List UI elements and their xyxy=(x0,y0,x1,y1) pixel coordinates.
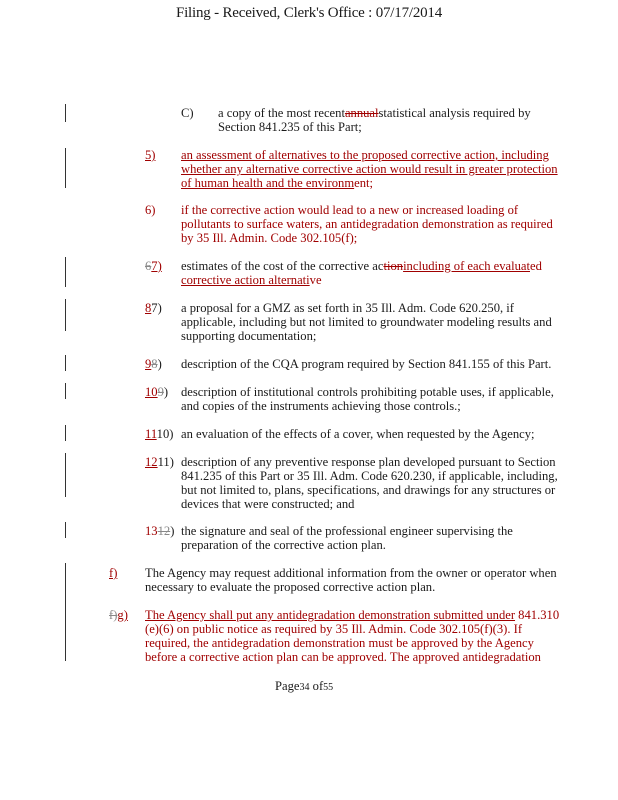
text-line xyxy=(181,385,554,399)
change-bar xyxy=(65,425,66,441)
text-line xyxy=(145,566,557,580)
text-line xyxy=(181,357,551,371)
text-line xyxy=(181,217,553,231)
text-line xyxy=(181,469,558,483)
text-line xyxy=(181,399,461,413)
text-run: preparation of the corrective action plan. xyxy=(181,538,386,552)
page-number: 34 xyxy=(299,682,310,693)
text-run: the signature and seal of the professional engineer supervising the xyxy=(181,524,513,538)
inserted-text: an assessment of alternatives to the proposed corrective action, including xyxy=(181,148,549,162)
text-run: 13 xyxy=(145,524,158,538)
text-run: by 35 Ill. Admin. Code 302.105(f); xyxy=(181,231,358,245)
item-label xyxy=(145,203,156,217)
text-run: ent; xyxy=(354,176,374,190)
text-run: 841.310 xyxy=(515,608,560,622)
text-run: applicable, including but not limited to groundwater modeling results and xyxy=(181,315,552,329)
text-run: statistical analysis required by xyxy=(378,106,531,120)
change-bar xyxy=(65,563,66,661)
inserted-text: 8 xyxy=(145,301,152,315)
inserted-text: 11 xyxy=(145,427,157,441)
text-run: a copy of the most rece xyxy=(218,106,336,120)
text-run: The Agency may request additional information from the owner or operator when xyxy=(145,566,557,580)
item-label xyxy=(181,106,194,120)
text-line xyxy=(181,148,549,162)
change-bar xyxy=(65,383,66,399)
text-run: pollutants to surface waters, an antidegradation demonstration as required xyxy=(181,217,553,231)
item-label xyxy=(145,427,173,441)
text-run: 10) xyxy=(156,427,174,441)
filing-header: Filing - Received, Clerk's Office : 07/17/2014 xyxy=(175,5,443,21)
deleted-text: f) xyxy=(109,608,118,622)
item-label xyxy=(145,301,162,315)
inserted-text: of human health and the environm xyxy=(181,176,355,190)
item-label xyxy=(145,455,174,469)
deleted-text: 8 xyxy=(151,357,158,371)
text-run: but not limited to, plans, specifications, and drawings for any structures or xyxy=(181,483,556,497)
text-line xyxy=(181,273,322,287)
inserted-text: corrective action alternati xyxy=(181,273,310,287)
text-run: a proposal for a GMZ as set forth in 35 Ill. Adm. Code 620.250, if xyxy=(181,301,514,315)
text-run: ed xyxy=(530,259,542,273)
text-line xyxy=(181,483,555,497)
text-line xyxy=(181,427,535,441)
inserted-text: 7) xyxy=(151,259,162,273)
deleted-text: 6 xyxy=(145,259,152,273)
text-run: (e)(6) on public notice as required by 35 Ill. Admin. Code 302.105(f)(3). If xyxy=(145,622,523,636)
text-run: necessary to evaluate the proposed corrective action plan. xyxy=(145,580,436,594)
inserted-text: 12 xyxy=(145,455,158,469)
deleted-text: 9 xyxy=(157,385,164,399)
text-line xyxy=(145,622,522,636)
text-run: ) xyxy=(170,524,175,538)
text-run: 841.235 of this Part or 35 Ill. Adm. Code 620.230, if applicable, including, xyxy=(181,469,558,483)
page-footer xyxy=(275,679,333,694)
page-total: 55 xyxy=(323,682,334,693)
inserted-text: including of each evaluat xyxy=(403,259,530,273)
text-line xyxy=(181,203,518,217)
text-run: required, the antidegradation demonstration must be approved by the Agency xyxy=(145,636,534,650)
page-label: Page xyxy=(275,679,300,693)
item-label xyxy=(109,566,117,580)
item-label xyxy=(145,524,174,538)
inserted-text: The Agency shall put any antidegradation demonstration submitted under xyxy=(145,608,516,622)
of-label: of xyxy=(312,679,324,693)
change-bar xyxy=(65,355,66,371)
text-line xyxy=(181,329,316,343)
change-bar xyxy=(65,257,66,287)
text-run: description of the CQA program required by Section 841.155 of this Part. xyxy=(181,357,552,371)
text-line xyxy=(181,231,357,245)
text-run: supporting documentation; xyxy=(181,329,317,343)
text-run: C) xyxy=(181,106,194,120)
text-line xyxy=(181,315,552,329)
text-run: 7) xyxy=(151,301,162,315)
text-line xyxy=(181,301,514,315)
item-label xyxy=(145,385,168,399)
inserted-text: g) xyxy=(117,608,128,622)
change-bar xyxy=(65,453,66,497)
text-run: nt xyxy=(335,106,345,120)
text-run: description of any preventive response plan developed pursuant to Section xyxy=(181,455,556,469)
text-run: an evaluation of the effects of a cover, when requested by the Agency; xyxy=(181,427,535,441)
item-label xyxy=(145,148,156,162)
text-run: and copies of the instruments achieving those controls.; xyxy=(181,399,461,413)
text-line xyxy=(145,650,541,664)
change-bar xyxy=(65,148,66,188)
text-run: if the corrective action would lead to a new or increased loading of xyxy=(181,203,519,217)
inserted-text: 5) xyxy=(145,148,156,162)
text-line xyxy=(181,538,386,552)
text-line xyxy=(145,636,534,650)
text-line xyxy=(181,455,556,469)
inserted-text: 10 xyxy=(145,385,158,399)
deleted-text: annual xyxy=(344,106,379,120)
text-run: 6) xyxy=(145,203,156,217)
text-line xyxy=(181,259,542,273)
text-line xyxy=(145,608,559,622)
deleted-text: 12 xyxy=(157,524,171,538)
inserted-text: whether any alternative corrective action would result in greater protection xyxy=(181,162,558,176)
text-run: Section 841.235 of this Part; xyxy=(218,120,362,134)
item-label xyxy=(145,357,162,371)
text-line xyxy=(181,176,373,190)
text-line xyxy=(181,497,354,511)
change-bar xyxy=(65,104,66,122)
text-line xyxy=(218,106,531,120)
text-run: ve xyxy=(309,273,322,287)
item-label xyxy=(145,259,162,273)
text-run: description of institutional controls prohibiting potable uses, if applicable, xyxy=(181,385,554,399)
text-run: before a corrective action plan can be approved. The approved antidegradation xyxy=(145,650,541,664)
inserted-text: 9 xyxy=(145,357,152,371)
text-line xyxy=(181,524,513,538)
change-bar xyxy=(65,299,66,331)
text-line xyxy=(181,162,558,176)
inserted-text: f) xyxy=(109,566,118,580)
text-run: ) xyxy=(163,385,169,399)
text-run: devices that were constructed; and xyxy=(181,497,355,511)
text-run: ) xyxy=(157,357,162,371)
deleted-text: tion xyxy=(383,259,404,273)
item-label xyxy=(109,608,128,622)
text-run: 11) xyxy=(157,455,174,469)
change-bar xyxy=(65,522,66,538)
text-run: estimates of the cost of the corrective ac xyxy=(181,259,384,273)
text-line xyxy=(218,120,362,134)
text-line xyxy=(145,580,435,594)
